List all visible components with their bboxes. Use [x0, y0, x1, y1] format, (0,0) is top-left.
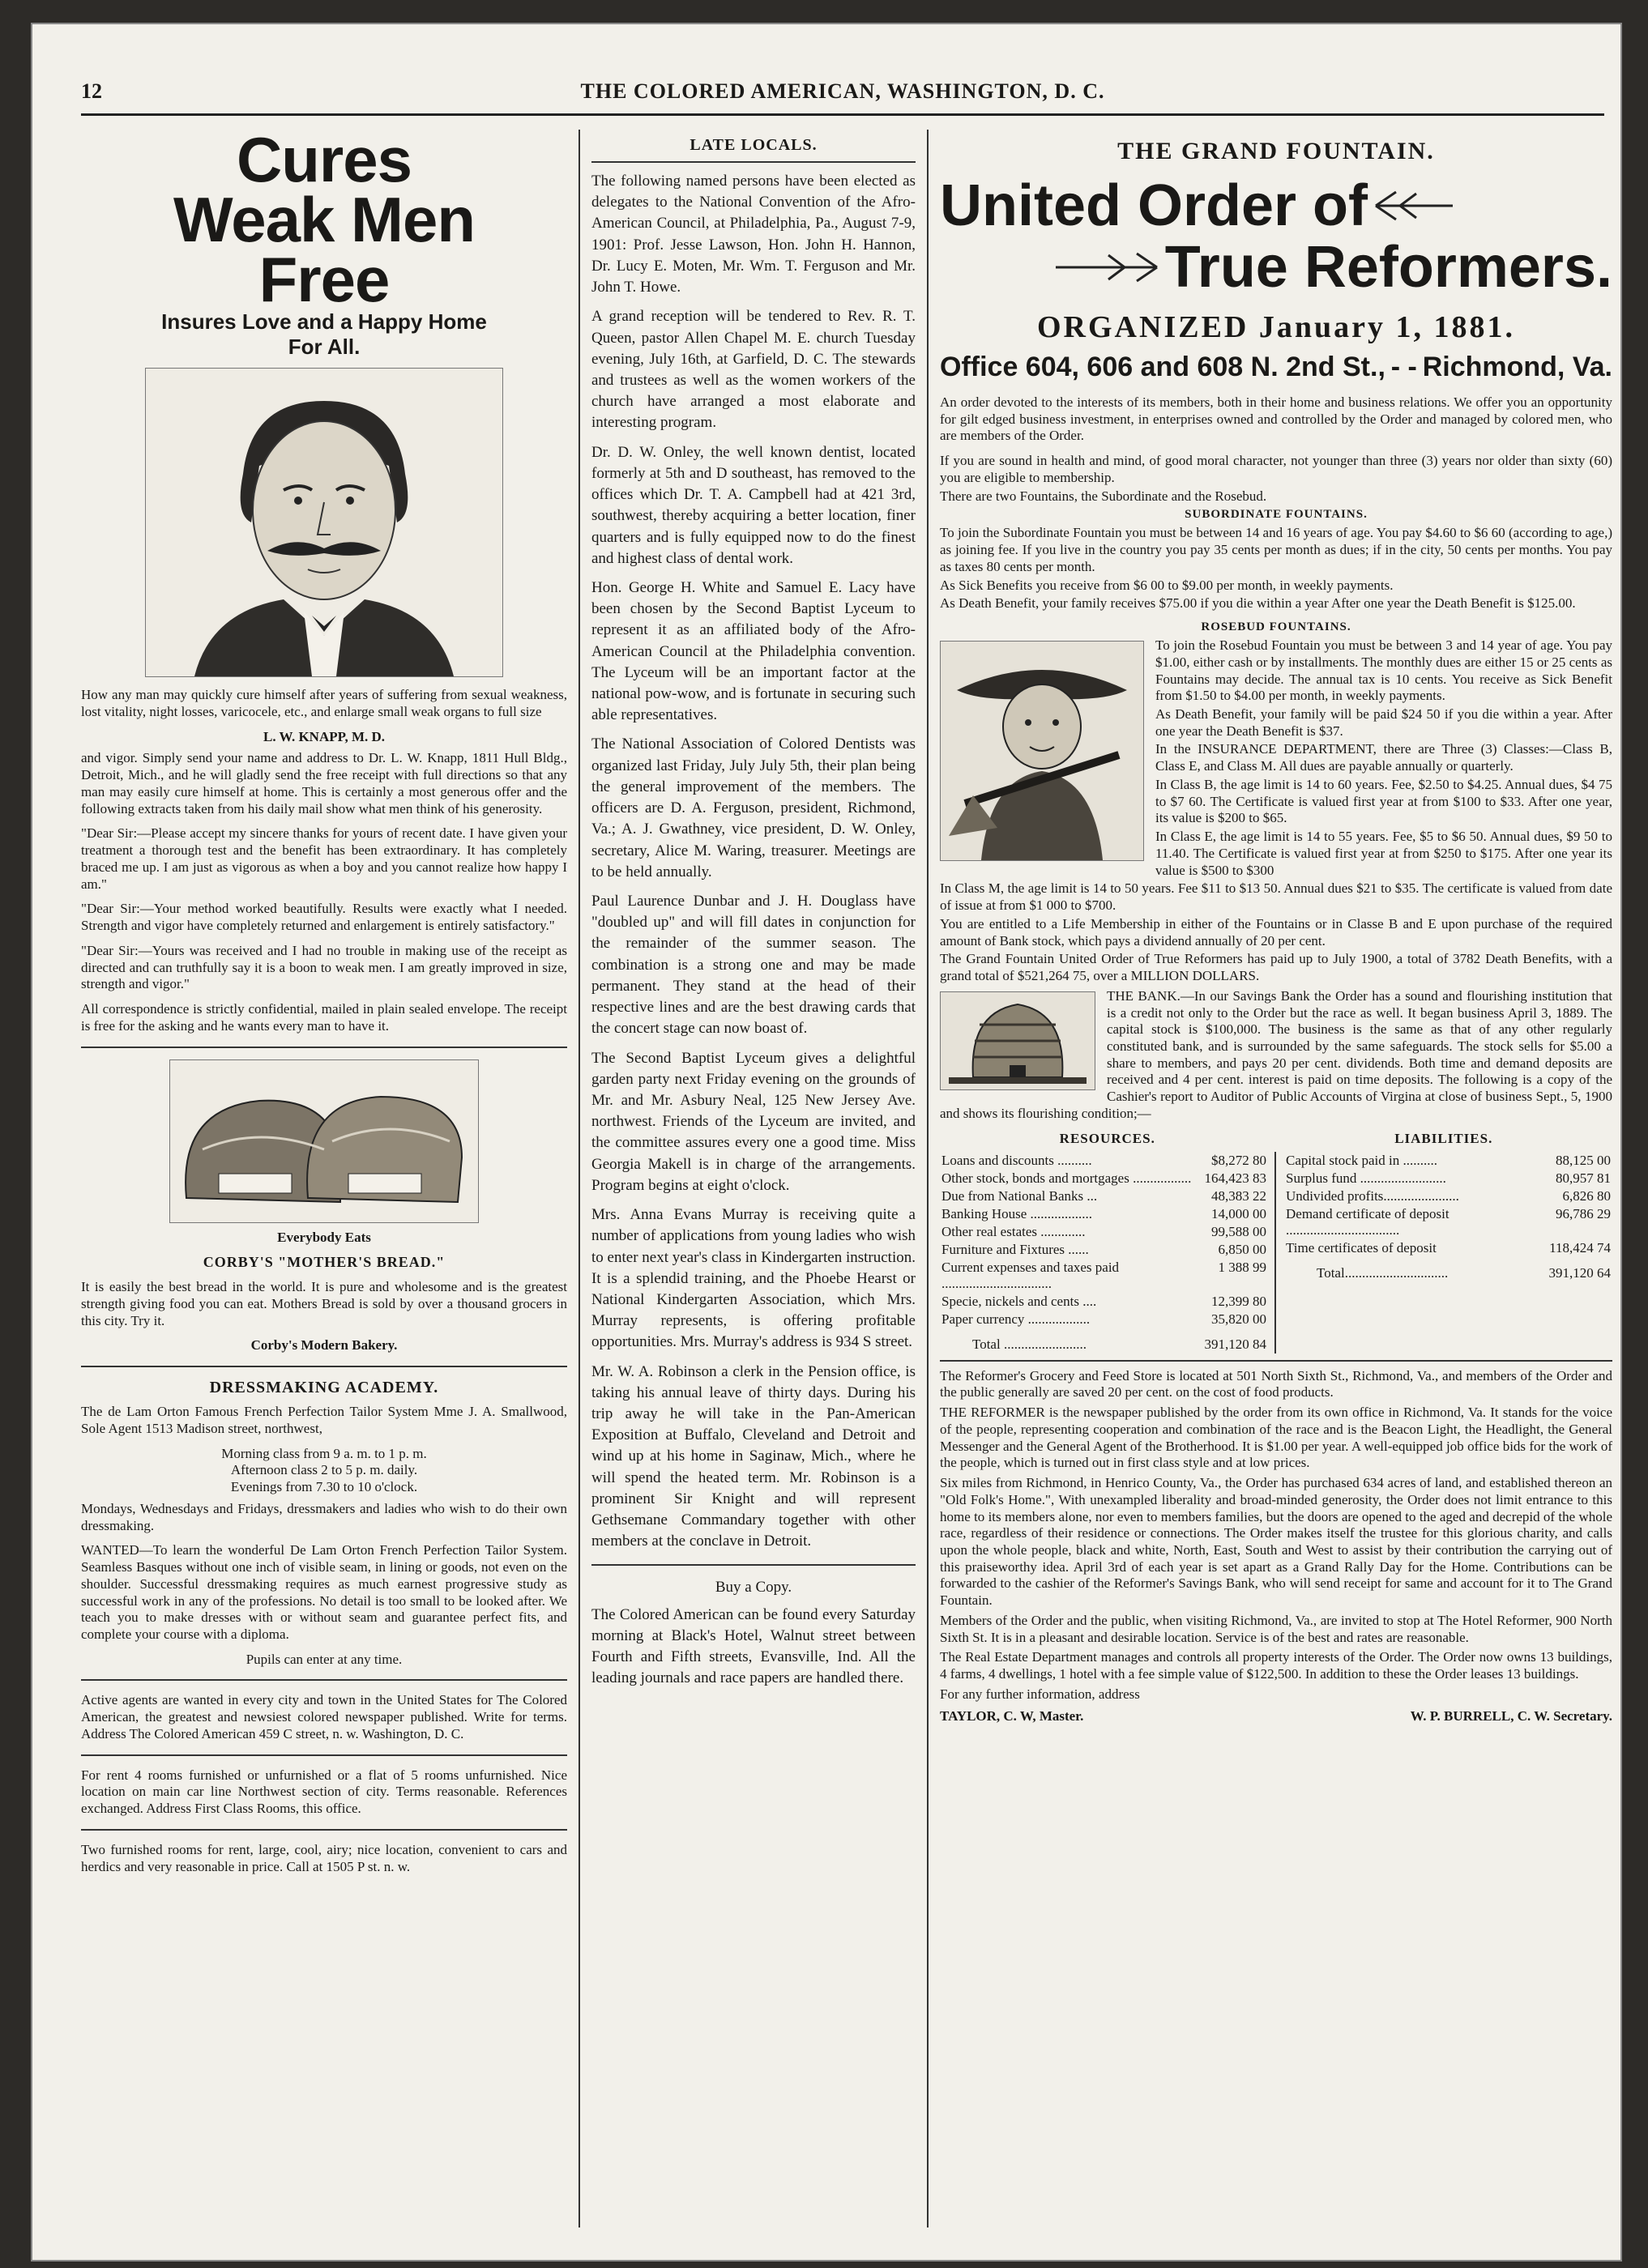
local-item: The following named persons have been elected as delegates to the National Convention of the Afro-American Council, at Philadelphia, Pa., August 7-9, 1901: Prof. Jesse Lawson, Hon. John H. Hannon, Dr. Lucy E. Moten, Mr. Wm. T. Ferguson and Mr. John T. Howe.	[591, 173, 916, 296]
table-row	[940, 1293, 1268, 1311]
newspaper-page	[32, 24, 1620, 2260]
grocery-store: The Reformer's Grocery and Feed Store is located at 501 North Sixth St., Richmond, Va., and members of the Order and the public generally are saved 20 per cent. on the cost of food products.	[940, 1367, 1612, 1400]
order-title-2: True Reformers.	[1164, 235, 1612, 300]
office-dashes: - -	[1390, 352, 1417, 382]
real-estate: The Real Estate Department manages and controls all property interests of the Order. The Order now owns 13 buildings, 4 farms, 4 dwellings, 1 hotel with a fee simple value of $122,500. In addition to these the Order leases 13 buildings.	[940, 1649, 1612, 1682]
bread-title: CORBY'S "MOTHER'S BREAD."	[203, 1254, 446, 1271]
row-value: 80,957 81	[1556, 1170, 1611, 1186]
divider	[591, 161, 916, 163]
table-row	[940, 1241, 1268, 1259]
row-value: 12,399 80	[1211, 1293, 1266, 1309]
total-row	[940, 1328, 1268, 1354]
divider	[591, 1564, 916, 1566]
tagline-2: For All.	[288, 335, 361, 360]
row-value: 1 388 99	[1218, 1259, 1266, 1275]
old-folks-home: Six miles from Richmond, in Henrico County, Va., the Order has purchased 634 acres of land, and established thereon an "Old Folk's Home.", With unexampled liberality and broad-minded generosity, the Order does not limit entrance to this home to its members alone, nor even to members families, but the doors are opened to the aged and decrepid of the whole race, regardless of their residence or connections. The Order makes itself the trustee for this glorious charity, and calls upon the whole people, black and white, North, East, South and West to assist by their contribution the carrying out of this praiseworthy idea. April 3rd of each year is set apart as a Grand Rally Day for the Home. Contributions can be forwarded to the cashier of the Reformer's Savings Bank, who will send receipt for same and account for it to The Grand Fountain.	[940, 1475, 1612, 1609]
row-label: Paper currency ..................	[941, 1311, 1091, 1327]
resources-heading: RESOURCES.	[1059, 1130, 1155, 1146]
resources-table	[940, 1152, 1268, 1354]
class-m: In Class M, the age limit is 14 to 50 years. Fee $11 to $13 50. Annual dues $21 to $35. The certificate is valued from date of issue at from $1 000 to $700.	[940, 880, 1612, 914]
local-item: Mr. W. A. Robinson a clerk in the Pension office, is taking his annual leave of thirty days. During his trip away he will take in the Pan-American Exposition at Buffalo, Cleveland and Detroit and wind up at his home in Saginaw, Mich., where he will spend the heated term. Mr. Robinson is a prominent Sir Knight and will represent Gethsemane Commandary together with other members at the conclave in Detroit.	[591, 1362, 916, 1550]
liabilities-table-wrap	[1284, 1152, 1612, 1354]
academy-title: DRESSMAKING ACADEMY.	[209, 1379, 439, 1397]
agents-wanted: Active agents are wanted in every city and town in the United States for The Colored American, the greatest and newsiest colored newspaper published. Write for terms. Address The Colored American 459 C street, n. w. Washington, D. C.	[81, 1692, 567, 1742]
financial-headings	[940, 1131, 1612, 1147]
subordinate-heading: SUBORDINATE FOUNTAINS.	[1185, 508, 1368, 522]
ad-body-text: and vigor. Simply send your name and address to Dr. L. W. Knapp, 1811 Hull Bldg., Detroit, Mich., and he will gladly send the free receipt with full directions so that any man may easily cure himself at home. This is certainly a most generous offer and the following extracts taken from his daily mail show what men think of his generosity.	[81, 750, 567, 816]
tagline: Insures Love and a Happy Home	[161, 309, 487, 335]
doctor-name: L. W. KNAPP, M. D.	[263, 728, 386, 744]
liabilities-table	[1284, 1152, 1612, 1282]
row-label: Other stock, bonds and mortgages .................	[941, 1170, 1192, 1186]
reformer-newspaper: THE REFORMER is the newspaper published by the order from its own office in Richmond, Va. It stands for the voice of the people, representing cooperation and combination of the race and is the Beacon Light, the Headlight, the General Messenger and the General Agent of the Brotherhood. It is $1.00 per year. A well-equipped job office bids for the work of the people, which is turned out in first class style and at low prices.	[940, 1405, 1612, 1471]
class-e: In Class E, the age limit is 14 to 55 years. Fee, $5 to $6 50. Annual dues, $9 50 to 11.40. The Certificate is valued first year at from $250 to $175. After one year its value is $500 to $300	[1155, 829, 1612, 878]
bank-text: THE BANK.—In our Savings Bank the Order has a sound and flourishing institution that is a credit not only to the Order but the race as well. It began business April 3, 1889. The capital stock is $100,000. The business is the same as that of any other regularly constituted bank, and is surrounded by the same safeguards. The stock sells for $5.00 a share to members, and pays 20 per cent. dividends. Both time and demand deposits are received and 4 per cent. interest is paid on time deposits. The following is a copy of the Cashier's report to Auditor of Public Accounts of Virgina at close of business Sept., 5, 1900 and shows its flourishing condition;—	[940, 987, 1612, 1121]
total-label: Total ........................	[972, 1336, 1087, 1352]
divider	[81, 1679, 567, 1681]
grand-fountain-title: THE GRAND FOUNTAIN.	[1117, 138, 1435, 164]
arrow-right-icon	[1052, 247, 1165, 288]
testimonial-1: "Dear Sir:—Please accept my sincere thanks for yours of recent date. I have given your treatment a thorough test and the benefit has been extraordinary. It has completely braced me up. I am just as vigorous as when a boy and you cannot realize how happy I am."	[81, 825, 567, 892]
table-row	[940, 1187, 1268, 1205]
row-label: Banking House ..................	[941, 1205, 1093, 1221]
row-value: $8,272 80	[1211, 1152, 1266, 1168]
further-info: For any further information, address	[940, 1686, 1140, 1702]
column-advertisements	[81, 130, 580, 2228]
order-title-line-2	[940, 235, 1612, 300]
row-value: 118,424 74	[1549, 1239, 1611, 1256]
secretary-signature: W. P. BURRELL, C. W. Secretary.	[1410, 1707, 1612, 1724]
benefits-paid: The Grand Fountain United Order of True Reformers has paid up to July 1900, a total of 3782 Death Benefits, with a grand total of $521,264 75, over a MILLION DOLLARS.	[940, 951, 1612, 984]
buy-copy-title: Buy a Copy.	[715, 1578, 792, 1596]
table-row	[940, 1311, 1268, 1328]
office-address	[940, 352, 1612, 383]
row-label: Capital stock paid in ..........	[1286, 1152, 1437, 1168]
local-item: The Second Baptist Lyceum gives a delightful garden party next Friday evening on the grounds of Mr. and Mr. Asbury Neal, 125 New Jersey Ave. northwest. Friends of the Lyceum are invited, and the committee assures every one a good time. Miss Georgia Makell is in charge of the arrangements. Program begins at eight o'clock.	[591, 1049, 916, 1194]
eligibility: If you are sound in health and mind, of good moral character, not younger than three (3) years nor older than sixty (60) you are eligible to membership.	[940, 453, 1612, 485]
page-header	[81, 73, 1604, 116]
signatures	[940, 1708, 1612, 1724]
academy-intro: The de Lam Orton Famous French Perfection Tailor System Mme J. A. Smallwood, Sole Agent 1513 Madison street, northwest,	[81, 1404, 567, 1436]
academy-wanted: WANTED—To learn the wonderful De Lam Orton French Perfection Tailor System. Seamless Basques without one inch of visible seam, in lining or goods, not even on the shoulder. Successful dressmaking requires as much earnest progressive study as successful work in any of the professions. No detail is too small to be looked after. We teach you to make dresses with or without seam and guarantee perfect fits, and complete your course with a diploma.	[81, 1542, 567, 1642]
row-label: Furniture and Fixtures ......	[941, 1241, 1089, 1257]
late-locals-title: LATE LOCALS.	[690, 136, 818, 154]
academy-enter: Pupils can enter at any time.	[245, 1651, 403, 1667]
row-value: 14,000 00	[1211, 1205, 1266, 1221]
rosebud-death: As Death Benefit, your family will be paid $24 50 if you die within a year. After one year the Death Benefit is $37.	[1155, 706, 1612, 739]
ad-intro-text: How any man may quickly cure himself after years of suffering from sexual weakness, lost vitality, night losses, varicocele, etc., and enlarge small weak organs to full size	[81, 687, 567, 720]
row-value: 88,125 00	[1556, 1152, 1611, 1168]
table-row	[1284, 1152, 1612, 1170]
divider	[81, 1829, 567, 1831]
local-item: The National Association of Colored Dentists was organized last Friday, July July 5th, their plan being the general improvement of the members. The officers are D. A. Ferguson, president, Richmond, Va.; A. J. Gwathney, vice president, D. W. Onley, secretary, Alice M. Waring, treasurer. Meetings are to be held annually.	[591, 735, 916, 880]
divider	[81, 1366, 567, 1367]
subordinate-join: To join the Subordinate Fountain you must be between 14 and 16 years of age. You pay $4.60 to $6 60 (according to age,) as joining fee. If you live in the country you pay 35 cents per month as dues; if in the city, 50 cents per months. You pay as taxes 80 cents per month.	[940, 525, 1612, 574]
life-membership: You are entitled to a Life Membership in either of the Fountains or in Classe B and E upon purchase of the required amount of Bank stock, which pays a dividend annually of 20 per cent.	[940, 915, 1612, 949]
testimonial-2: "Dear Sir:—Your method worked beautifully. Results were exactly what I needed. Strength and vigor have completely returned and enlargement is entirely satisfactory."	[81, 901, 567, 934]
row-value: 164,423 83	[1204, 1170, 1266, 1186]
total-row	[1284, 1257, 1612, 1282]
two-fountains: There are two Fountains, the Subordinate and the Rosebud.	[940, 488, 1267, 504]
table-row	[940, 1259, 1268, 1293]
row-label: Due from National Banks ...	[941, 1187, 1098, 1204]
class-b: In Class B, the age limit is 14 to 60 years. Fee, $2.50 to $4.25. Annual dues, $4 75 to $7 60. The Certificate is valued first year at from $100 to $33. After one year, its value is $200 to $65.	[1155, 776, 1612, 826]
rent-notice-2: Two furnished rooms for rent, large, cool, airy; nice location, convenient to cars and herdics and very reasonable in price. Call at 1505 P st. n. w.	[81, 1841, 567, 1874]
office-street: Office 604, 606 and 608 N. 2nd St.,	[940, 352, 1385, 382]
confidential-note: All correspondence is strictly confidential, mailed in plain sealed envelope. The receipt is free for the asking and he wants every man to have it.	[81, 1001, 567, 1034]
local-item: A grand reception will be tendered to Rev. R. T. Queen, pastor Allen Chapel M. E. church Tuesday evening, July 16th, at Garfield, D. C. The stewards and trustees as well as the women workers of the church have arranged a most elaborate and interesting program.	[591, 308, 916, 432]
academy-hours-evening: Evenings from 7.30 to 10 o'clock.	[230, 1479, 418, 1495]
table-row	[940, 1223, 1268, 1241]
masthead: THE COLORED AMERICAN, WASHINGTON, D. C.	[580, 79, 1105, 103]
total-value: 391,120 64	[1548, 1264, 1611, 1281]
order-title-1: United Order of	[940, 173, 1368, 238]
local-item: Mrs. Anna Evans Murray is receiving quite a number of applications from young ladies who wish to enter next year's class in Kindergarten instruction. It is a splendid training, and the Phoebe Hearst or National Kindergarten Association, which Mrs. Murray represents, is offering profitable opportunities. Mrs. Murray's address is 934 S street.	[591, 1206, 916, 1351]
local-item: Dr. D. W. Onley, the well known dentist, located formerly at 5th and D southeast, has removed to the offices which Dr. T. A. Campbell had at 421 3rd, southwest, thereby acquiring a better location, finer quarters and is fully equipped now to do the finest and highest class of dental work.	[591, 443, 916, 567]
total-label: Total..............................	[1317, 1264, 1449, 1281]
local-item: Paul Laurence Dunbar and J. H. Douglass have "doubled up" and will fill dates in conjunction for the remainder of the summer season. The combination is a strong one and may be made permanent. They stand at the head of their respective lines and are the best drawing cards that the concert stage can now boast of.	[591, 893, 916, 1038]
row-label: Undivided profits......................	[1286, 1187, 1459, 1204]
table-row	[1284, 1187, 1612, 1205]
divider	[940, 1360, 1612, 1362]
rosebud-heading: ROSEBUD FOUNTAINS.	[1201, 620, 1351, 634]
academy-hours-morning: Morning class from 9 a. m. to 1 p. m.	[221, 1445, 427, 1461]
man-portrait-icon	[145, 368, 503, 677]
buy-copy-text: The Colored American can be found every Saturday morning at Black's Hotel, Walnut street between Fourth and Fifth streets, Evansville, Ind. All the leading journals and race papers are handled there.	[591, 1605, 916, 1687]
rosebud-join: To join the Rosebud Fountain you must be between 3 and 14 year of age. You pay $1.00, either cash or by installments. The monthly dues are either 15 or 25 cents as Fountains may decide. The annual tax is 10 cents. You receive as Sick Benefit from $1.50 to $4.00 per month, in weekly payments.	[1155, 637, 1612, 704]
arrow-left-icon	[1368, 185, 1457, 226]
academy-hours-afternoon: Afternoon class 2 to 5 p. m. daily.	[230, 1462, 418, 1478]
table-row	[940, 1205, 1268, 1223]
order-title-line-1	[940, 173, 1612, 238]
subordinate-sick: As Sick Benefits you receive from $6 00 to $9.00 per month, in weekly payments.	[940, 577, 1394, 593]
hotel-reformer: Members of the Order and the public, when visiting Richmond, Va., are invited to stop at The Hotel Reformer, 900 North Sixth St. It is in a pleasant and desirable location. Service is of the best and rates are reasonable.	[940, 1612, 1612, 1645]
page-number: 12	[81, 79, 102, 103]
cures-headline-2: Weak Men	[173, 184, 476, 256]
office-city: Richmond, Va.	[1422, 352, 1612, 382]
row-label: Current expenses and taxes paid ................................	[941, 1259, 1120, 1291]
row-label: Other real estates .............	[941, 1223, 1086, 1239]
master-signature: TAYLOR, C. W, Master.	[940, 1707, 1084, 1724]
academy-schedule: Mondays, Wednesdays and Fridays, dressmakers and ladies who wish to do their own dressmaking.	[81, 1500, 567, 1533]
row-value: 6,826 80	[1562, 1187, 1611, 1204]
insurance-department: In the INSURANCE DEPARTMENT, there are Three (3) Classes:—Class B, Class E, and Class M. All dues are payable annually or quarterly.	[1155, 741, 1612, 774]
table-row	[1284, 1239, 1612, 1257]
liabilities-heading: LIABILITIES.	[1394, 1130, 1493, 1146]
row-label: Time certificates of deposit	[1286, 1239, 1437, 1256]
financial-statement	[940, 1152, 1612, 1354]
divider	[81, 1754, 567, 1756]
woman-with-broom-icon	[940, 641, 1144, 861]
bakery-name: Corby's Modern Bakery.	[250, 1337, 398, 1354]
column-late-locals	[591, 130, 929, 2228]
beehive-icon	[940, 991, 1095, 1090]
table-row	[940, 1152, 1268, 1170]
order-intro: An order devoted to the interests of its members, both in their home and business relations. We offer you an opportunity for gilt edged business investment, in enterprises owned and controlled by the Order and managed by colored men, who are members of the Order.	[940, 394, 1612, 444]
table-row	[1284, 1205, 1612, 1239]
organized-date: ORGANIZED January 1, 1881.	[1037, 310, 1515, 344]
bread-caption: Everybody Eats	[277, 1229, 371, 1245]
rent-notice-1: For rent 4 rooms furnished or unfurnished or a flat of 5 rooms unfurnished. Nice location on main car line Northwest section of city. Terms reasonable. References exchanged. Address First Class Rooms, this office.	[81, 1767, 567, 1817]
table-row	[1284, 1170, 1612, 1187]
table-row	[940, 1170, 1268, 1187]
row-value: 99,588 00	[1211, 1223, 1266, 1239]
row-label: Demand certificate of deposit .................................	[1286, 1205, 1449, 1238]
cures-headline-3: Free	[258, 244, 390, 316]
resources-table-wrap	[940, 1152, 1276, 1354]
local-item: Hon. George H. White and Samuel E. Lacy have been chosen by the Second Baptist Lyceum to represent it as an affiliated body of the Afro-American Council at the Philadelphia convention. The Lyceum will be an important factor at the national pow-wow, and is fortunate in securing such able representatives.	[591, 578, 916, 724]
subordinate-death: As Death Benefit, your family receives $75.00 if you die within a year After one year the Death Benefit is $125.00.	[940, 595, 1576, 612]
bread-text: It is easily the best bread in the world. It is pure and wholesome and is the greatest strength giving food you can eat. Mothers Bread is sold by over a thousand grocers in this city. Try it.	[81, 1279, 567, 1328]
row-value: 35,820 00	[1211, 1311, 1266, 1327]
divider	[81, 1047, 567, 1048]
row-label: Specie, nickels and cents ....	[941, 1293, 1097, 1309]
row-label: Surplus fund .........................	[1286, 1170, 1446, 1186]
total-value: 391,120 84	[1204, 1336, 1266, 1352]
bread-loaves-icon	[169, 1059, 479, 1223]
column-true-reformers	[940, 130, 1612, 2228]
testimonial-3: "Dear Sir:—Yours was received and I had no trouble in making use of the receipt as directed and can truthfully say it is a boon to weak men. I am greatly improved in size, strength and vigor."	[81, 942, 567, 992]
row-value: 96,786 29	[1556, 1205, 1611, 1221]
row-value: 6,850 00	[1218, 1241, 1266, 1257]
row-value: 48,383 22	[1211, 1187, 1266, 1204]
row-label: Loans and discounts ..........	[941, 1152, 1092, 1168]
cures-headline-1: Cures	[236, 130, 412, 195]
